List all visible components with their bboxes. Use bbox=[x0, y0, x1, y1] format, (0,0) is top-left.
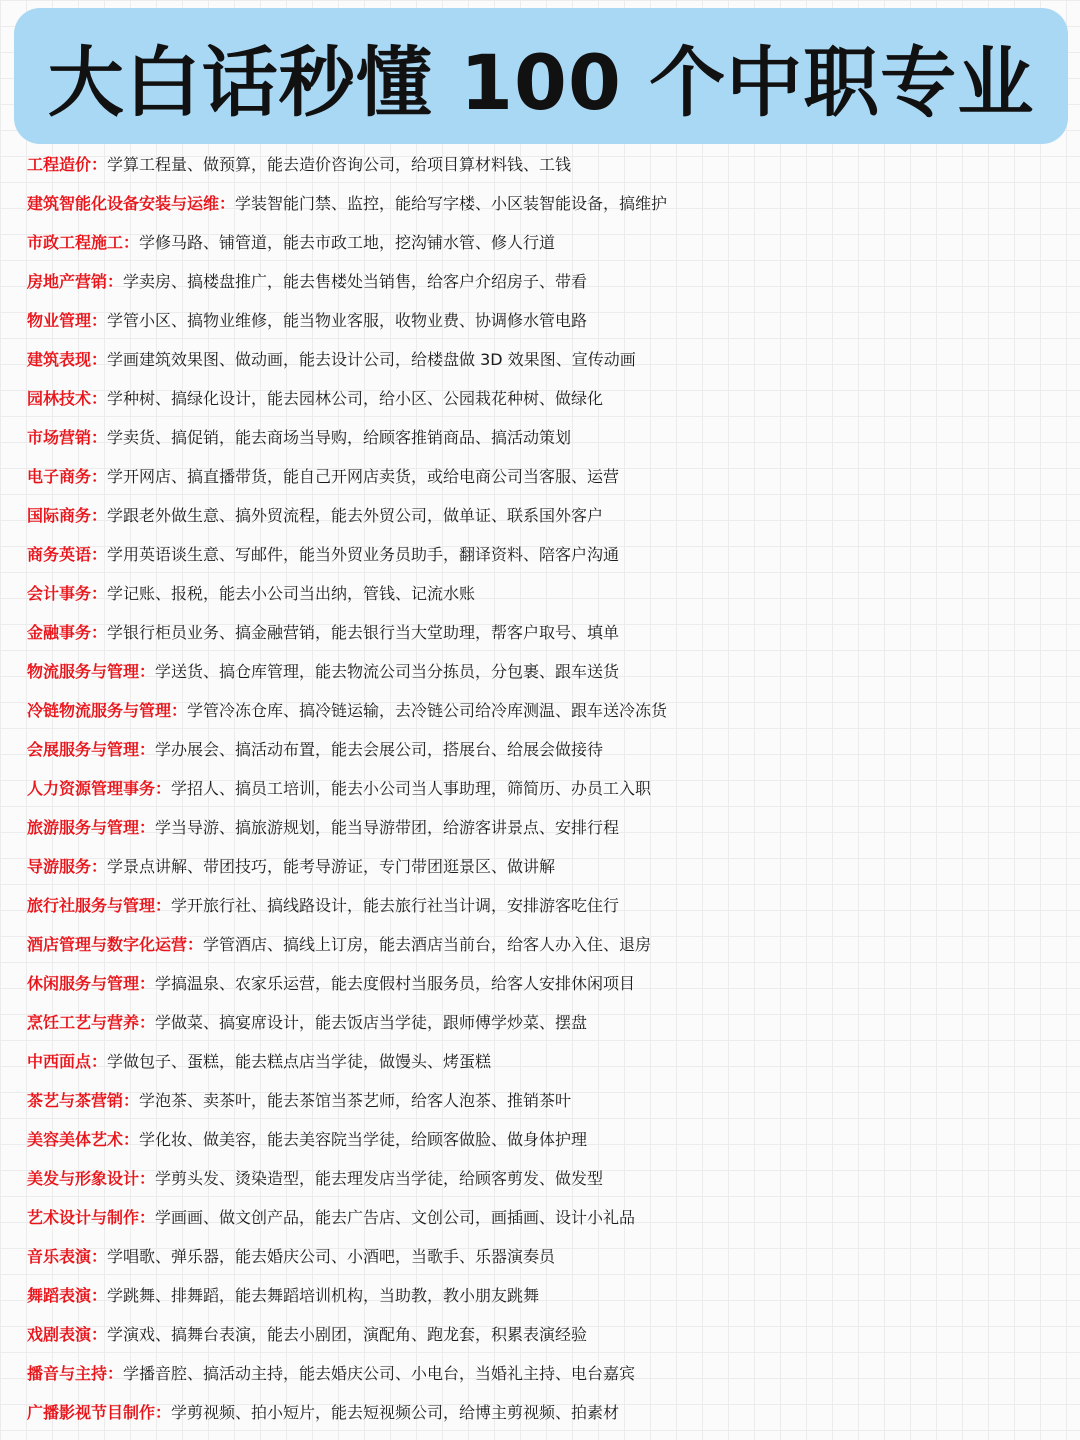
major-description: 学记账、报税，能去小公司当出纳，管钱、记流水账 bbox=[107, 584, 476, 603]
major-name: 导游服务： bbox=[27, 857, 108, 876]
list-item bbox=[27, 886, 1077, 925]
major-description: 学开旅行社、搞线路设计，能去旅行社当计调，安排游客吃住行 bbox=[171, 896, 620, 915]
major-description: 学卖货、搞促销，能去商场当导购，给顾客推销商品、搞活动策划 bbox=[107, 428, 572, 447]
list-item bbox=[27, 1159, 1077, 1198]
major-name: 工程造价： bbox=[27, 155, 108, 174]
major-name: 建筑表现： bbox=[27, 350, 108, 369]
list-item bbox=[27, 262, 1077, 301]
major-name: 艺术设计与制作： bbox=[27, 1208, 156, 1227]
major-description: 学种树、搞绿化设计，能去园林公司，给小区、公园栽花种树、做绿化 bbox=[107, 389, 604, 408]
list-item bbox=[27, 1276, 1077, 1315]
major-name: 冷链物流服务与管理： bbox=[27, 701, 188, 720]
major-description: 学跟老外做生意、搞外贸流程，能去外贸公司，做单证、联系国外客户 bbox=[107, 506, 604, 525]
major-name: 烹饪工艺与营养： bbox=[27, 1013, 156, 1032]
major-description: 学搞温泉、农家乐运营，能去度假村当服务员，给客人安排休闲项目 bbox=[155, 974, 636, 993]
list-item bbox=[27, 613, 1077, 652]
major-description: 学唱歌、弹乐器，能去婚庆公司、小酒吧，当歌手、乐器演奏员 bbox=[107, 1247, 556, 1266]
major-name: 中西面点： bbox=[27, 1052, 108, 1071]
major-description: 学景点讲解、带团技巧，能考导游证，专门带团逛景区、做讲解 bbox=[107, 857, 556, 876]
list-item bbox=[27, 184, 1077, 223]
list-item bbox=[27, 1198, 1077, 1237]
major-description: 学用英语谈生意、写邮件，能当外贸业务员助手，翻译资料、陪客户沟通 bbox=[107, 545, 620, 564]
major-name: 休闲服务与管理： bbox=[27, 974, 156, 993]
major-name: 国际商务： bbox=[27, 506, 108, 525]
page-title: 大白话秒懂 100 个中职专业 bbox=[47, 37, 1035, 127]
major-description: 学画画、做文创产品，能去广告店、文创公司，画插画、设计小礼品 bbox=[155, 1208, 636, 1227]
major-description: 学开网店、搞直播带货，能自己开网店卖货，或给电商公司当客服、运营 bbox=[107, 467, 620, 486]
major-name: 房地产营销： bbox=[27, 272, 124, 291]
major-name: 物流服务与管理： bbox=[27, 662, 156, 681]
major-description: 学剪头发、烫染造型，能去理发店当学徒，给顾客剪发、做发型 bbox=[155, 1169, 604, 1188]
major-description: 学卖房、搞楼盘推广，能去售楼处当销售，给客户介绍房子、带看 bbox=[123, 272, 588, 291]
list-item bbox=[27, 691, 1077, 730]
major-name: 会展服务与管理： bbox=[27, 740, 156, 759]
major-description: 学做菜、搞宴席设计，能去饭店当学徒，跟师傅学炒菜、摆盘 bbox=[155, 1013, 588, 1032]
major-description: 学播音腔、搞活动主持，能去婚庆公司、小电台，当婚礼主持、电台嘉宾 bbox=[123, 1364, 636, 1383]
major-description: 学办展会、搞活动布置，能去会展公司，搭展台、给展会做接待 bbox=[155, 740, 604, 759]
major-name: 人力资源管理事务： bbox=[27, 779, 172, 798]
major-description: 学管小区、搞物业维修，能当物业客服，收物业费、协调修水管电路 bbox=[107, 311, 588, 330]
title-banner bbox=[14, 8, 1068, 144]
list-item bbox=[27, 535, 1077, 574]
major-name: 商务英语： bbox=[27, 545, 108, 564]
list-item bbox=[27, 574, 1077, 613]
major-description: 学送货、搞仓库管理，能去物流公司当分拣员，分包裹、跟车送货 bbox=[155, 662, 620, 681]
list-item bbox=[27, 1081, 1077, 1120]
list-item bbox=[27, 964, 1077, 1003]
major-name: 市政工程施工： bbox=[27, 233, 140, 252]
majors-list bbox=[27, 145, 1077, 1432]
major-name: 金融事务： bbox=[27, 623, 108, 642]
list-item bbox=[27, 1237, 1077, 1276]
major-name: 旅行社服务与管理： bbox=[27, 896, 172, 915]
list-item bbox=[27, 1393, 1077, 1432]
list-item bbox=[27, 379, 1077, 418]
major-description: 学装智能门禁、监控，能给写字楼、小区装智能设备，搞维护 bbox=[235, 194, 668, 213]
list-item bbox=[27, 730, 1077, 769]
major-name: 美容美体艺术： bbox=[27, 1130, 140, 1149]
list-item bbox=[27, 652, 1077, 691]
major-name: 电子商务： bbox=[27, 467, 108, 486]
major-description: 学化妆、做美容，能去美容院当学徒，给顾客做脸、做身体护理 bbox=[139, 1130, 588, 1149]
major-name: 戏剧表演： bbox=[27, 1325, 108, 1344]
major-name: 广播影视节目制作： bbox=[27, 1403, 172, 1422]
major-description: 学做包子、蛋糕，能去糕点店当学徒，做馒头、烤蛋糕 bbox=[107, 1052, 492, 1071]
major-name: 建筑智能化设备安装与运维： bbox=[27, 194, 236, 213]
major-description: 学演戏、搞舞台表演，能去小剧团，演配角、跑龙套，积累表演经验 bbox=[107, 1325, 588, 1344]
list-item bbox=[27, 808, 1077, 847]
list-item bbox=[27, 1315, 1077, 1354]
major-description: 学泡茶、卖茶叶，能去茶馆当茶艺师，给客人泡茶、推销茶叶 bbox=[139, 1091, 572, 1110]
major-description: 学当导游、搞旅游规划，能当导游带团，给游客讲景点、安排行程 bbox=[155, 818, 620, 837]
major-description: 学招人、搞员工培训，能去小公司当人事助理，筛简历、办员工入职 bbox=[171, 779, 652, 798]
list-item bbox=[27, 847, 1077, 886]
major-description: 学算工程量、做预算，能去造价咨询公司，给项目算材料钱、工钱 bbox=[107, 155, 572, 174]
major-name: 酒店管理与数字化运营： bbox=[27, 935, 204, 954]
list-item bbox=[27, 1042, 1077, 1081]
major-name: 美发与形象设计： bbox=[27, 1169, 156, 1188]
major-name: 音乐表演： bbox=[27, 1247, 108, 1266]
list-item bbox=[27, 340, 1077, 379]
major-description: 学管酒店、搞线上订房，能去酒店当前台，给客人办入住、退房 bbox=[203, 935, 652, 954]
major-name: 舞蹈表演： bbox=[27, 1286, 108, 1305]
list-item bbox=[27, 1354, 1077, 1393]
list-item bbox=[27, 1120, 1077, 1159]
major-description: 学修马路、铺管道，能去市政工地，挖沟铺水管、修人行道 bbox=[139, 233, 556, 252]
major-description: 学剪视频、拍小短片，能去短视频公司，给博主剪视频、拍素材 bbox=[171, 1403, 620, 1422]
list-item bbox=[27, 145, 1077, 184]
major-description: 学银行柜员业务、搞金融营销，能去银行当大堂助理，帮客户取号、填单 bbox=[107, 623, 620, 642]
list-item bbox=[27, 925, 1077, 964]
list-item bbox=[27, 301, 1077, 340]
major-name: 播音与主持： bbox=[27, 1364, 124, 1383]
major-name: 茶艺与茶营销： bbox=[27, 1091, 140, 1110]
major-name: 市场营销： bbox=[27, 428, 108, 447]
list-item bbox=[27, 769, 1077, 808]
major-description: 学跳舞、排舞蹈，能去舞蹈培训机构，当助教，教小朋友跳舞 bbox=[107, 1286, 540, 1305]
major-name: 园林技术： bbox=[27, 389, 108, 408]
list-item bbox=[27, 496, 1077, 535]
list-item bbox=[27, 418, 1077, 457]
major-description: 学画建筑效果图、做动画，能去设计公司，给楼盘做 3D 效果图、宣传动画 bbox=[107, 350, 636, 369]
major-name: 旅游服务与管理： bbox=[27, 818, 156, 837]
major-name: 会计事务： bbox=[27, 584, 108, 603]
list-item bbox=[27, 457, 1077, 496]
major-name: 物业管理： bbox=[27, 311, 108, 330]
list-item bbox=[27, 223, 1077, 262]
major-description: 学管冷冻仓库、搞冷链运输，去冷链公司给冷库测温、跟车送冷冻货 bbox=[187, 701, 668, 720]
list-item bbox=[27, 1003, 1077, 1042]
